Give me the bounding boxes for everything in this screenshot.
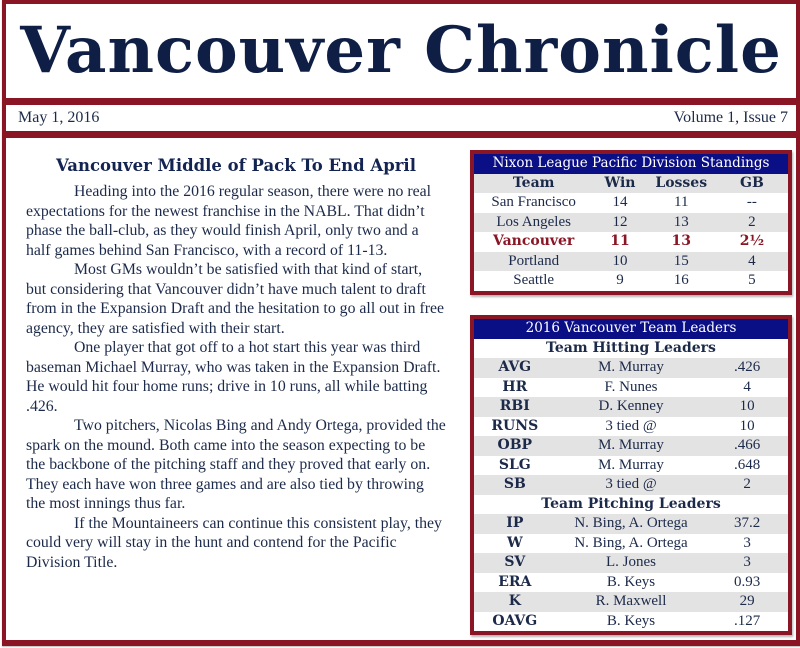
leaders-title: 2016 Vancouver Team Leaders [474,319,788,339]
leader-row [474,573,788,593]
column-header-win: Win [593,174,646,194]
player-name: R. Maxwell [556,592,707,612]
article-paragraph: One player that got off to a hot start this year was third baseman Michael Murray, who was taken in the Expansion Draft. He would hit four home runs; drive in 10 runs, all while batting .426. [26,339,441,415]
player-name: N. Bing, A. Ortega [556,514,707,534]
stat-name: SV [474,553,556,573]
dateline-bar [2,101,800,135]
team-losses: 15 [647,252,716,272]
player-name: M. Murray [556,358,707,378]
team-gb: -- [716,193,788,213]
leader-row [474,514,788,534]
player-name: L. Jones [556,553,707,573]
standings-row [474,271,788,291]
stat-value: 3 [706,553,788,573]
team-name: Vancouver [474,232,593,252]
player-name: 3 tied @ [556,417,707,437]
team-leaders-table [470,315,792,635]
player-name: B. Keys [556,573,707,593]
player-name: M. Murray [556,456,707,476]
stat-value: 0.93 [706,573,788,593]
leader-row [474,475,788,495]
team-gb: 2½ [716,232,788,252]
team-wins: 10 [593,252,646,272]
stat-value: .426 [706,358,788,378]
team-gb: 2 [716,213,788,233]
team-losses: 13 [647,213,716,233]
stat-name: W [474,534,556,554]
issue-date: May 1, 2016 [18,109,100,126]
team-losses: 16 [647,271,716,291]
newspaper-title: Vancouver Chronicle [20,13,782,88]
stat-value: .127 [706,612,788,632]
masthead [2,0,800,102]
article-paragraph: Two pitchers, Nicolas Bing and Andy Ortega, provided the spark on the mound. Both came into the season expecting to be the backbone of the pitching staff and they proved that early on. They each have won three games and are also tied by throwing the most innings thus far. [26,417,446,512]
team-name: Seattle [474,271,593,291]
player-name: B. Keys [556,612,707,632]
leader-row [474,358,788,378]
leader-row [474,592,788,612]
stat-name: SB [474,475,556,495]
standings-table [470,150,792,295]
leader-row [474,456,788,476]
stat-name: OAVG [474,612,556,632]
stat-name: RBI [474,397,556,417]
standings-row-highlighted [474,232,788,252]
hitting-leaders-heading: Team Hitting Leaders [474,339,788,359]
stat-name: K [474,592,556,612]
column-header-team: Team [474,174,593,194]
standings-row [474,213,788,233]
stat-name: HR [474,378,556,398]
leader-row [474,534,788,554]
stat-name: RUNS [474,417,556,437]
standings-title: Nixon League Pacific Division Standings [474,154,788,174]
stat-value: .466 [706,436,788,456]
stat-name: OBP [474,436,556,456]
article [26,150,446,572]
team-wins: 11 [593,232,646,252]
leader-row [474,397,788,417]
volume-issue: Volume 1, Issue 7 [673,109,788,126]
stat-value: 4 [706,378,788,398]
team-name: San Francisco [474,193,593,213]
team-losses: 13 [647,232,716,252]
article-paragraph: If the Mountaineers can continue this consistent play, they could very will stay in the hunt and contend for the Pacific Division Title. [26,514,442,571]
team-name: Los Angeles [474,213,593,233]
content-frame [2,134,800,646]
team-losses: 11 [647,193,716,213]
column-header-losses: Losses [647,174,716,194]
leader-row [474,378,788,398]
pitching-leaders-heading: Team Pitching Leaders [474,495,788,515]
leader-row [474,553,788,573]
team-wins: 12 [593,213,646,233]
leader-row [474,417,788,437]
standings-row [474,252,788,272]
stat-value: 37.2 [706,514,788,534]
stat-name: IP [474,514,556,534]
article-paragraph: Most GMs wouldn’t be satisfied with that kind of start, but considering that Vancouver didn’t have much talent to draft from in the Expansion Draft and the hesitation to go all out in free agency, they are satisfied with their start. [26,261,445,337]
stat-name: AVG [474,358,556,378]
team-name: Portland [474,252,593,272]
stat-value: 10 [706,417,788,437]
team-wins: 9 [593,271,646,291]
stat-name: ERA [474,573,556,593]
article-headline: Vancouver Middle of Pack To End April [56,156,416,175]
leader-row [474,436,788,456]
stat-value: 29 [706,592,788,612]
player-name: N. Bing, A. Ortega [556,534,707,554]
team-gb: 5 [716,271,788,291]
stat-name: SLG [474,456,556,476]
standings-row [474,193,788,213]
column-header-gb: GB [716,174,788,194]
team-gb: 4 [716,252,788,272]
player-name: F. Nunes [556,378,707,398]
player-name: M. Murray [556,436,707,456]
player-name: 3 tied @ [556,475,707,495]
stat-value: 2 [706,475,788,495]
stat-value: 3 [706,534,788,554]
stat-value: .648 [706,456,788,476]
team-wins: 14 [593,193,646,213]
player-name: D. Kenney [556,397,707,417]
article-paragraph: Heading into the 2016 regular season, there were no real expectations for the newest franchise in the NABL. That didn’t phase the ball-club, as they would finish April, only two and a half games behind San Francisco, with a record of 11-13. [26,183,432,259]
stat-value: 10 [706,397,788,417]
leader-row [474,612,788,632]
